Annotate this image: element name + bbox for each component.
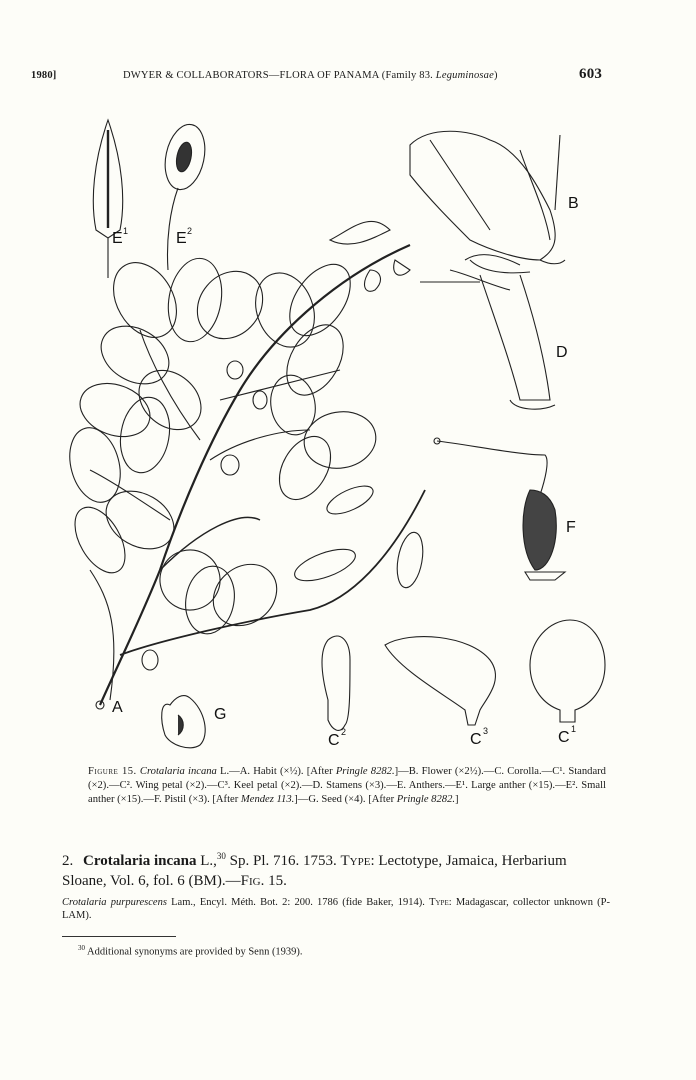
label-c3-sup: 3: [483, 726, 489, 736]
label-e2: E: [176, 230, 187, 247]
label-c1: C: [558, 729, 570, 746]
label-b: B: [568, 195, 579, 212]
synonym-name: Crotalaria purpurescens: [62, 897, 167, 908]
seed-drawing: [162, 696, 205, 748]
entry-name: Crotalaria incana: [83, 853, 197, 869]
keel-petal-drawing: [385, 637, 495, 725]
label-a: A: [112, 699, 123, 716]
label-c3: C: [470, 731, 482, 748]
flower-drawing: [410, 131, 565, 264]
label-c2: C: [328, 732, 340, 749]
label-d: D: [556, 344, 568, 361]
small-anther-drawing: [160, 121, 211, 270]
entry-number: 2.: [62, 853, 74, 869]
label-e2-sup: 2: [187, 226, 193, 236]
volume-year: 1980]: [31, 70, 57, 81]
stamens-drawing: [420, 255, 555, 410]
wing-petal-drawing: [322, 636, 350, 730]
caption-species: Crotalaria incana: [139, 766, 217, 777]
label-e1-sup: 1: [123, 226, 129, 236]
caption-ref3: Pringle 8282.: [396, 794, 456, 805]
botanical-illustration: [50, 100, 650, 750]
label-c1-sup: 1: [571, 724, 577, 734]
label-e1: E: [112, 230, 123, 247]
running-title: DWYER & COLLABORATORS—FLORA OF PANAMA (Family 83. Leguminosae): [123, 70, 498, 81]
figure-caption: Figure 15. Crotalaria incana L.—A. Habit (×½). [After Pringle 8282.]—B. Flower (×2½).—C. Corolla.—C¹. Standard (×2).—C². Wing petal (×2).—C³. Keel petal (×2).—D. Stamens (×3).—E. Anthers.—E¹. Large anther (×15).—E². Small anther (×15).—F. Pistil (×3). [After Mendez 113.]—G. Seed (×4). [After Pringle 8282.]: [88, 766, 606, 805]
caption-ref1: Pringle 8282.: [335, 766, 395, 777]
habit-plant-drawing: [62, 221, 427, 709]
footnote: [78, 942, 608, 959]
footnote-rule: [62, 936, 176, 937]
standard-petal-drawing: [530, 620, 605, 722]
illustration-drawing: [50, 100, 650, 750]
synonym-entry: Crotalaria purpurescens Lam., Encyl. Méth. Bot. 2: 200. 1786 (fide Baker, 1914). Type: Madagascar, collector unknown (P-LAM).: [62, 897, 610, 921]
figure-number: Figure 15.: [88, 766, 137, 777]
entry-type-label: Type: [340, 853, 371, 869]
label-f: F: [566, 519, 576, 536]
species-entry: 2. Crotalaria incana L.,$^{30}$ Sp. Pl. 716. 1753. Type: Lectotype, Jamaica, Herbarium Sloane, Vol. 6, fol. 6 (BM).—Fig. 15.: [62, 851, 567, 889]
entry-fig-ref: Fig. 15.: [240, 873, 287, 889]
running-family: Leguminosae: [435, 70, 494, 81]
entry-footnote-ref: 30: [216, 851, 226, 861]
page-number: 603: [579, 66, 603, 82]
label-g: G: [214, 706, 227, 723]
large-anther-drawing: [93, 120, 122, 278]
label-c2-sup: 2: [341, 727, 347, 737]
footnote-text: Additional synonyms are provided by Senn (1939).: [85, 946, 303, 958]
pistil-drawing: [434, 438, 565, 580]
synonym-type-label: Type: [429, 897, 449, 908]
caption-ref2: Mendez 113.: [240, 794, 295, 805]
footnote-marker: 30: [78, 944, 85, 952]
